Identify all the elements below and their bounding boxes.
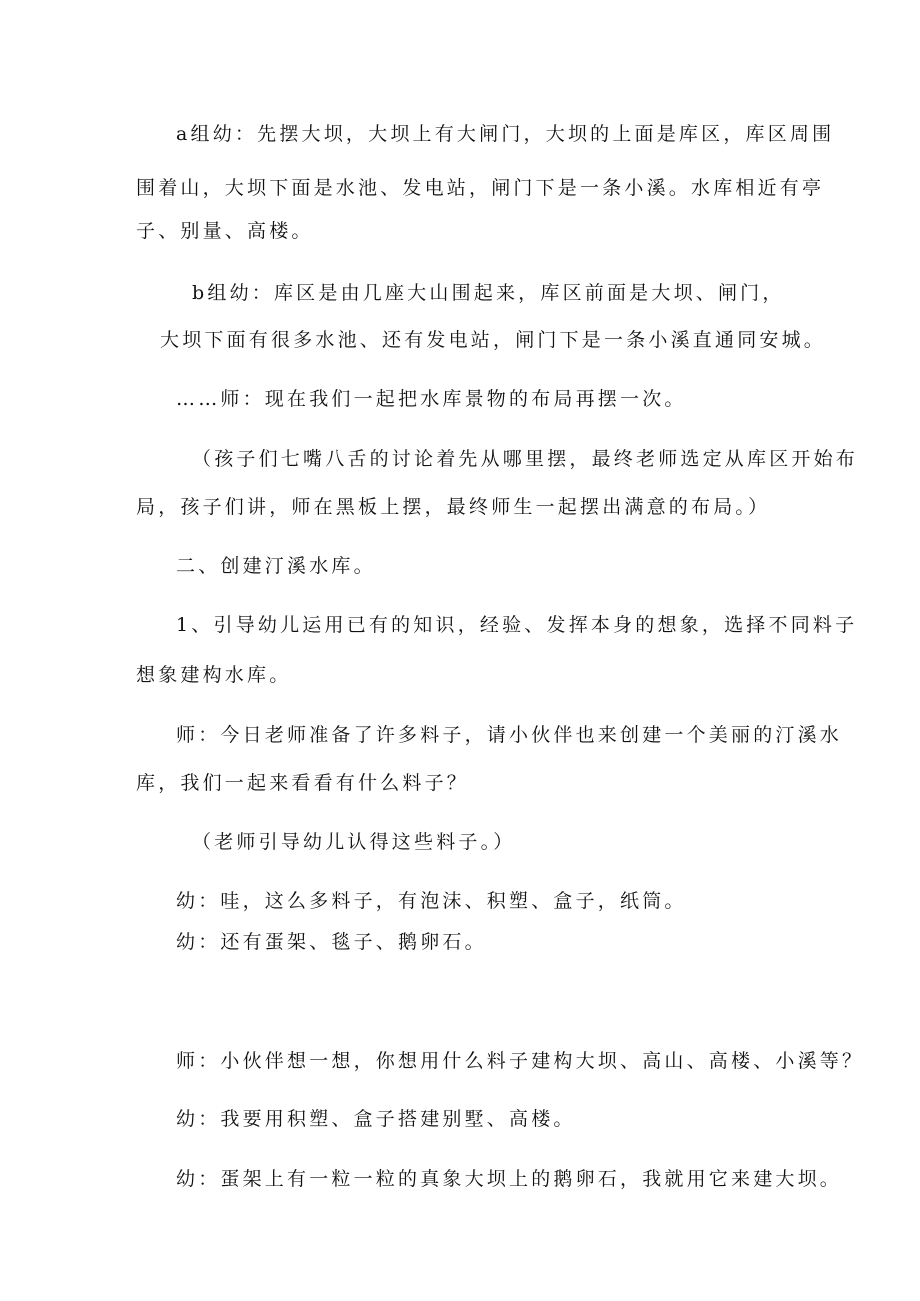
paragraph-11-line-1: 幼：我要用积塑、盒子搭建别墅、高楼。 [176,1108,576,1130]
paragraph-6-line-2: 想象建构水库。 [136,664,292,686]
paragraph-8-line-1: （老师引导幼儿认得这些料子。） [192,831,516,853]
paragraph-1-line-1: a组幼：先摆大坝，大坝上有大闸门，大坝的上面是库区，库区周围 [176,123,835,145]
paragraph-4-line-1: （孩子们七嘴八舌的讨论着先从哪里摆，最终老师选定从库区开始布 [192,448,859,470]
paragraph-6-line-1: 1、引导幼儿运用已有的知识，经验、发挥本身的想象，选择不同料子 [176,614,858,636]
paragraph-3-line-1: ……师：现在我们一起把水库景物的布局再摆一次。 [176,388,687,410]
paragraph-1-line-2: 围着山，大坝下面是水池、发电站，闸门下是一条小溪。水库相近有亭 [136,177,825,199]
paragraph-4-line-2: 局，孩子们讲，师在黑板上摆，最终师生一起摆出满意的布局。） [136,496,771,518]
section-heading: 二、创建汀溪水库。 [176,555,376,577]
paragraph-9-line-2: 幼：还有蛋架、毯子、鹅卵石。 [176,931,487,953]
paragraph-1-line-3: 子、别量、高楼。 [136,220,314,242]
paragraph-9-line-1: 幼：哇，这么多料子，有泡沫、积塑、盒子，纸筒。 [176,890,687,912]
paragraph-7-line-1: 师：今日老师准备了许多料子，请小伙伴也来创建一个美丽的汀溪水 [176,724,843,746]
paragraph-2-line-2: 大坝下面有很多水池、还有发电站，闸门下是一条小溪直通同安城。 [160,329,827,351]
paragraph-12-line-1: 幼：蛋架上有一粒一粒的真象大坝上的鹅卵石，我就用它来建大坝。 [176,1168,843,1190]
paragraph-10-line-1: 师：小伙伴想一想，你想用什么料子建构大坝、高山、高楼、小溪等？ [176,1050,865,1072]
paragraph-2-line-1: b组幼：库区是由几座大山围起来，库区前面是大坝、闸门， [192,282,785,304]
paragraph-7-line-2: 库，我们一起来看看有什么料子？ [136,772,470,794]
